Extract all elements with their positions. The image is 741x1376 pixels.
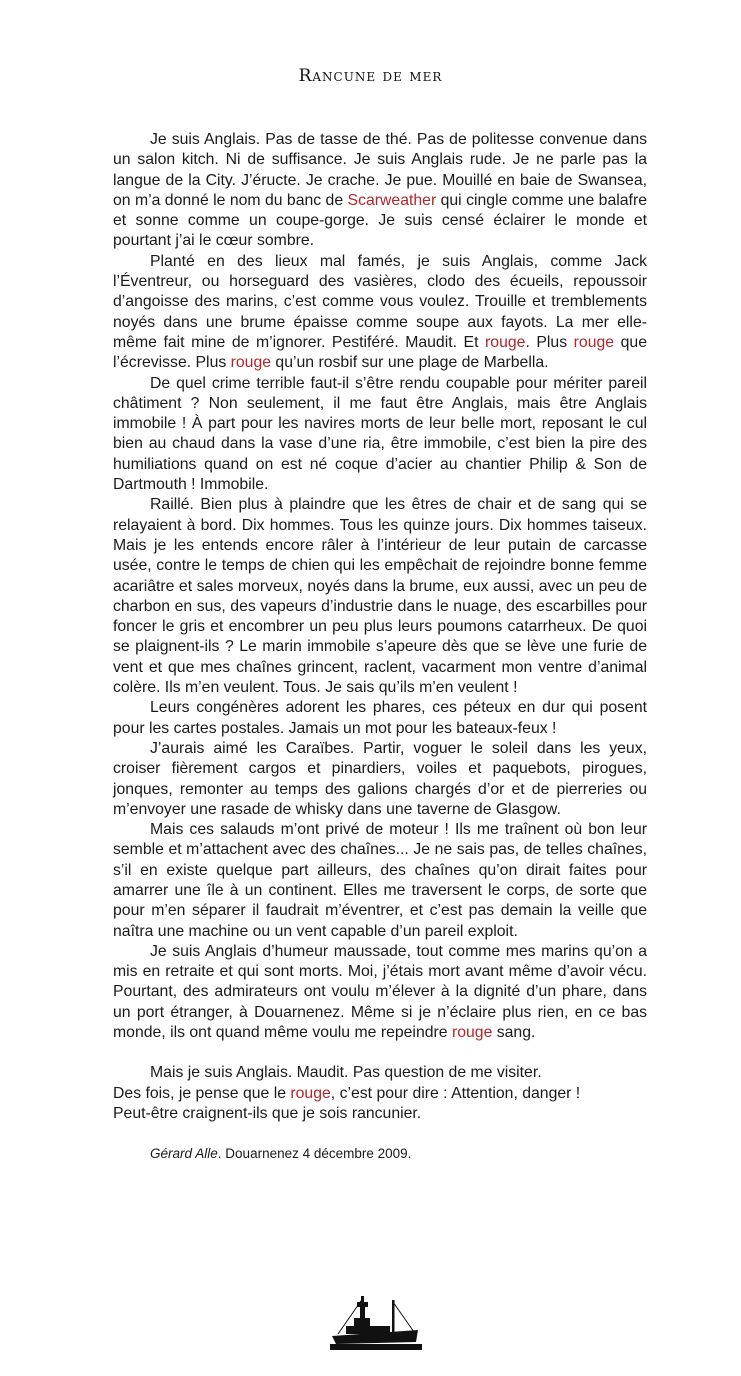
signature-author: Gérard Alle <box>150 1146 218 1162</box>
text-run: qui cingle comme une balafre et sonne comme un coupe-gorge. Je suis censé éclairer le monde et pourtant j’ai le cœur sombre. <box>113 191 647 250</box>
highlight-scarweather: Scarweather <box>347 191 437 209</box>
highlight-rouge: rouge <box>230 354 272 372</box>
text-run: . Plus <box>525 333 574 351</box>
closing-line-1: Mais je suis Anglais. Maudit. Pas question de me visiter. <box>150 1064 542 1082</box>
paragraph-3: De quel crime terrible faut-il s’être rendu coupable pour mériter pareil châtiment ? Non seulement, il me faut être Anglais, mais être Anglais immobile ! À part pour les navires morts de leur belle mort, reposant le cul bien au chaud dans la vase d’une ria, être immobile, c’est bien la pire des humiliations quand on est né coque d’acier au chantier Philip & Son de Dartmouth ! Immobile. <box>113 374 647 494</box>
text-run: Je suis Anglais d’humeur maussade, tout comme mes marins qu’on a mis en retraite et qui sont morts. Moi, j’étais mort avant même d’avoir vécu. Pourtant, des admirateurs ont voulu m’élever à la dignité d’un phare, dans un port étranger, à Douarnenez. Même si je n’éclaire plus rien, en ce bas monde, ils ont quand même voulu me repeindre <box>113 942 647 1042</box>
body-text <box>113 130 647 1165</box>
closing-line-3: Peut-être craignent-ils que je sois rancunier. <box>113 1104 422 1122</box>
paragraph-5: Leurs congénères adorent les phares, ces péteux en dur qui posent pour les cartes postales. Jamais un mot pour les bateaux-feux ! <box>113 699 647 737</box>
text-run: que l’écrevisse. Plus <box>113 333 647 372</box>
paragraph-4: Raillé. Bien plus à plaindre que les êtres de chair et de sang qui se relayaient à bord. Dix hommes. Tous les quinze jours. Dix hommes taiseux. Mais je les entends encore râler à l’intérieur de leur putain de carcasse usée, contre le temps de chien qui les empêchait de rejoindre bonne femme acariâtre et sales morveux, noyés dans la brume, eux aussi, avec un peu de charbon en sus, des vapeurs d’industrie dans le nuage, des escarbilles pour foncer le gris et encombrer un peu plus leurs poumons catarrheux. De quoi se plaignent-ils ? Le marin immobile s’apeure dès que se lève une furie de vent et que mes chaînes grincent, raclent, vacarment mon ventre d’animal colère. Ils m’en veulent. Tous. Je sais qu’ils m’en veulent ! <box>113 496 647 697</box>
closing-line-2 <box>113 1084 647 1104</box>
paragraph-6: J’aurais aimé les Caraïbes. Partir, voguer le soleil dans les yeux, croiser fièrement cargos et pinardiers, voiles et paquebots, pirogues, jonques, remonter au temps des galions chargés d’or et de pierreries ou m’envoyer une rasade de whisky dans une taverne de Glasgow. <box>113 739 647 818</box>
text-run: Des fois, je pense que le <box>113 1084 291 1102</box>
text-run: qu’un rosbif sur une plage de Marbella. <box>271 354 549 372</box>
text-run: Je suis Anglais. Pas de tasse de thé. Pas de politesse convenue dans un salon kitch. Ni de suffisance. Je suis Anglais rude. Je ne parle pas la langue de la City. J’éructe. Je crache. Je pue. Mouillé en baie de Swansea, on m’a donné le nom du banc de <box>113 131 647 209</box>
lightship-silhouette-icon <box>330 1294 422 1350</box>
highlight-rouge: rouge <box>290 1084 331 1102</box>
text-run: sang. <box>492 1024 536 1042</box>
paragraph-7: Mais ces salauds m’ont privé de moteur ! Ils me traînent où bon leur semble et m’attachent avec des chaînes... Je ne sais pas, de telles chaînes, s’il en existe quelque part ailleurs, des chaînes qu’on dirait faites pour amarrer une île à un continent. Elles me traversent le corps, de sorte que pour m’en séparer il faudrait m’éventrer, et c’est pas demain la veille que naîtra une machine ou un vent capable d’un pareil exploit. <box>113 821 647 940</box>
highlight-rouge: rouge <box>485 333 526 351</box>
highlight-rouge: rouge <box>573 333 615 351</box>
document-title: Rancune de mer <box>298 66 443 86</box>
text-run: Planté en des lieux mal famés, je suis Anglais, comme Jack l’Éventreur, ou horseguard des vasières, clodo des écueils, repoussoir d’angoisse des marins, c’est comme vous voulez. Trouille et tremblements noyés dans une brume épaisse comme soupe aux fayots. La mer elle-même fait mine de m’ignorer. Pestiféré. Maudit. Et <box>113 252 647 351</box>
paragraph-8 <box>113 942 647 1043</box>
paragraph-2 <box>113 252 647 374</box>
text-run: , c’est pour dire : Attention, danger ! <box>330 1084 581 1102</box>
signature-place-date: Douarnenez 4 décembre 2009. <box>221 1146 412 1162</box>
paragraph-1 <box>113 130 647 252</box>
signature: Gérard Alle. Douarnenez 4 décembre 2009. <box>150 1146 412 1162</box>
highlight-rouge: rouge <box>451 1024 493 1042</box>
